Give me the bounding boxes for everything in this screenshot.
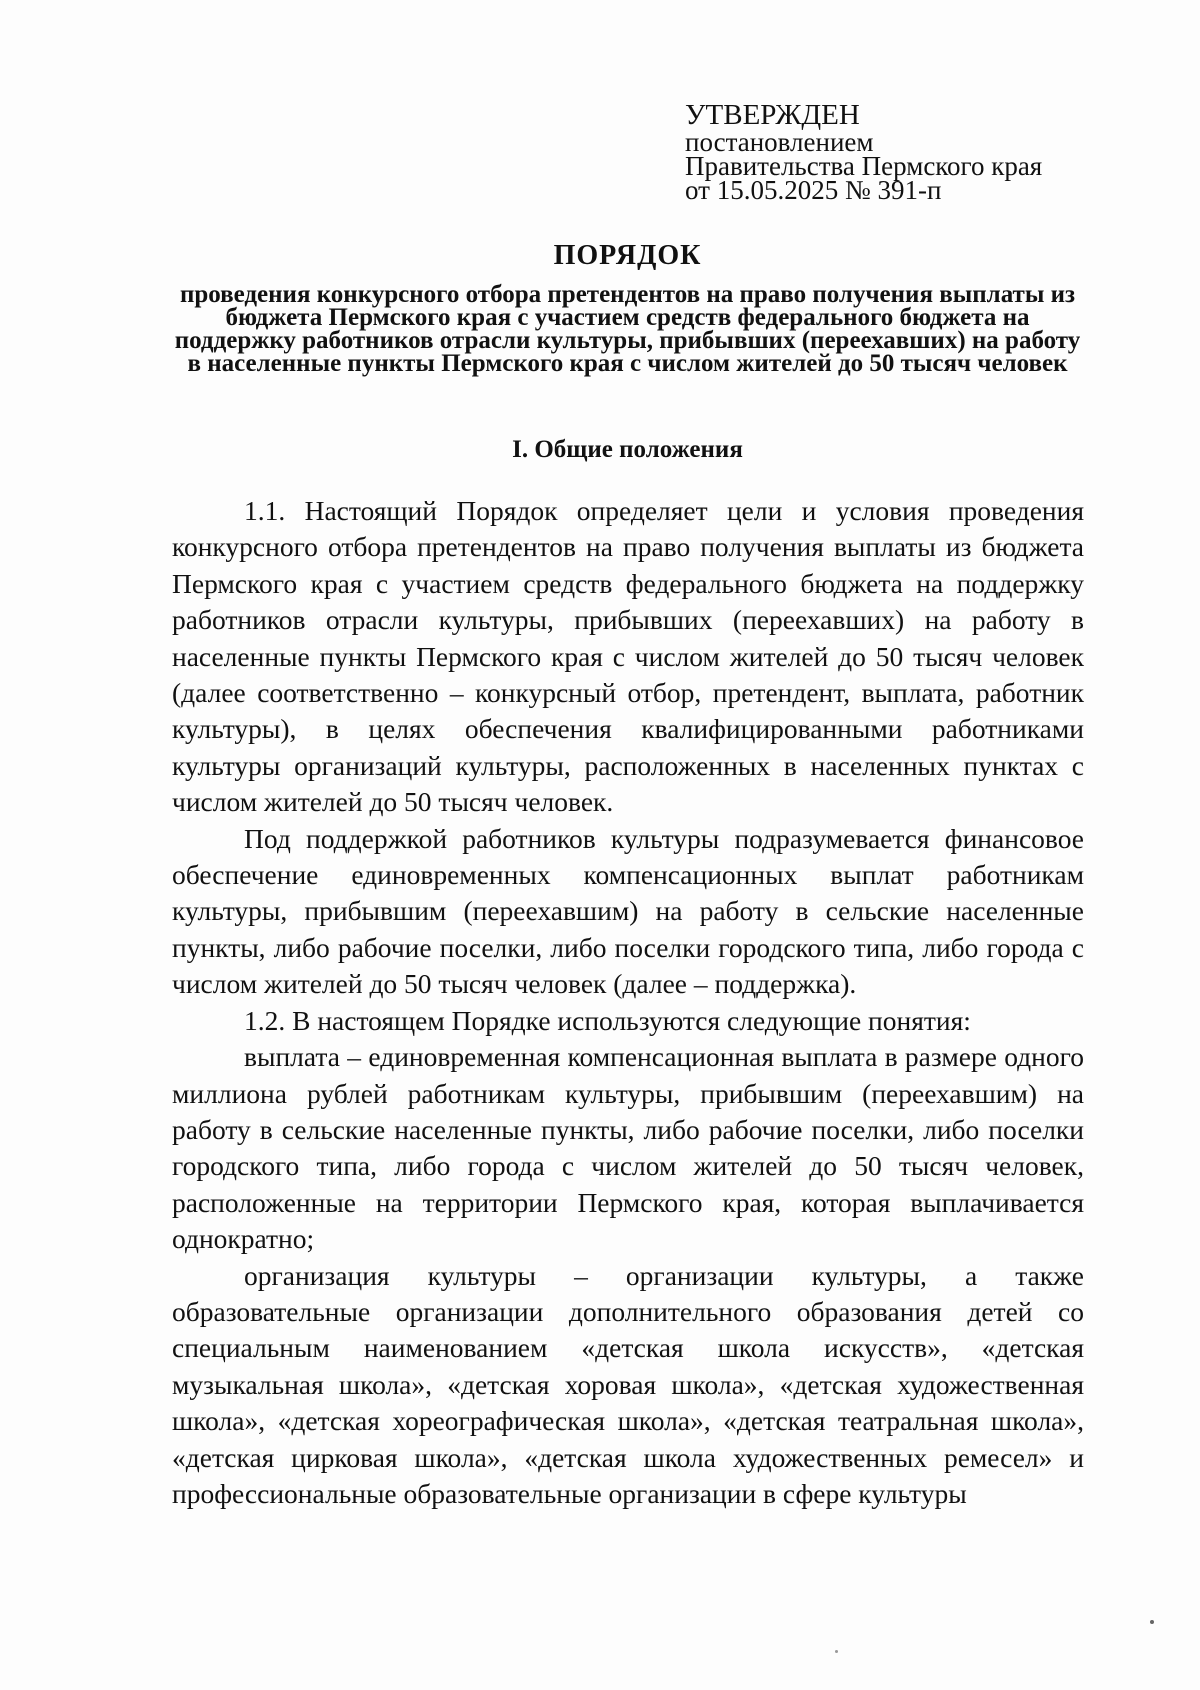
paragraph-1-1: 1.1. Настоящий Порядок определяет цели и условия проведения конкурсного отбора претендентов на право получения выплаты из бюджета Пермского края с участием средств федерального бюджета на поддержку работников отрасли культуры, прибывших (переехавших) на работу в населенные пункты Пермского края с числом жителей до 50 тысяч человек (далее соответственно – конкурсный отбор, претендент, выплата, работник культуры), в целях обеспечения квалифицированными работниками культуры организаций культуры, расположенных в населенных пунктах с числом жителей до 50 тысяч человек. bbox=[172, 495, 1084, 818]
paragraph-organization-definition: организация культуры – организации культуры, а также образовательные организации дополнительного образования детей со специальным наименованием «детская школа искусств», «детская музыкальная школа», «детская хоровая школа», «детская художественная школа», «детская хореографическая школа», «детская театральная школа», «детская цирковая школа», «детская школа художественных ремесел» и профессиональные образовательные организации в сфере культуры bbox=[172, 1259, 1084, 1509]
approval-line-1: постановлением bbox=[685, 127, 874, 157]
body-text bbox=[172, 493, 1084, 1512]
approval-block bbox=[685, 99, 1145, 205]
paragraph-payment-definition: выплата – единовременная компенсационная выплата в размере одного миллиона рублей работникам культуры, прибывшим (переехавшим) на работу в сельские населенные пункты, либо рабочие поселки, либо поселки городского типа, либо города с числом жителей до 50 тысяч человек, расположенные на территории Пермского края, которая выплачивается однократно; bbox=[172, 1041, 1084, 1255]
document-subtitle: проведения конкурсного отбора претендентов на право получения выплаты из бюджета Пермского края с участием средств федерального бюджета на поддержку работников отрасли культуры, прибывших (переехавших) на работу в населенные пункты Пермского края с числом жителей до 50 тысяч человек bbox=[174, 281, 1081, 377]
paragraph-support-definition: Под поддержкой работников культуры подразумевается финансовое обеспечение единовременных компенсационных выплат работникам культуры, прибывшим (переехавшим) на работу в сельские населенные пункты, либо рабочие поселки, либо поселки городского типа, либо города с числом жителей до 50 тысяч человек (далее – поддержка). bbox=[172, 822, 1084, 1000]
paragraph-1-2: 1.2. В настоящем Порядке используются следующие понятия: bbox=[244, 1004, 971, 1036]
scan-speck bbox=[1150, 1620, 1154, 1624]
approval-stamp: УТВЕРЖДЕН bbox=[685, 99, 860, 131]
approval-line-3: от 15.05.2025 № 391-п bbox=[685, 175, 942, 205]
document-title: ПОРЯДОК bbox=[553, 240, 702, 271]
scan-speck bbox=[835, 1650, 838, 1653]
section-heading: I. Общие положения bbox=[512, 436, 743, 463]
approval-line-2: Правительства Пермского края bbox=[685, 151, 1043, 181]
